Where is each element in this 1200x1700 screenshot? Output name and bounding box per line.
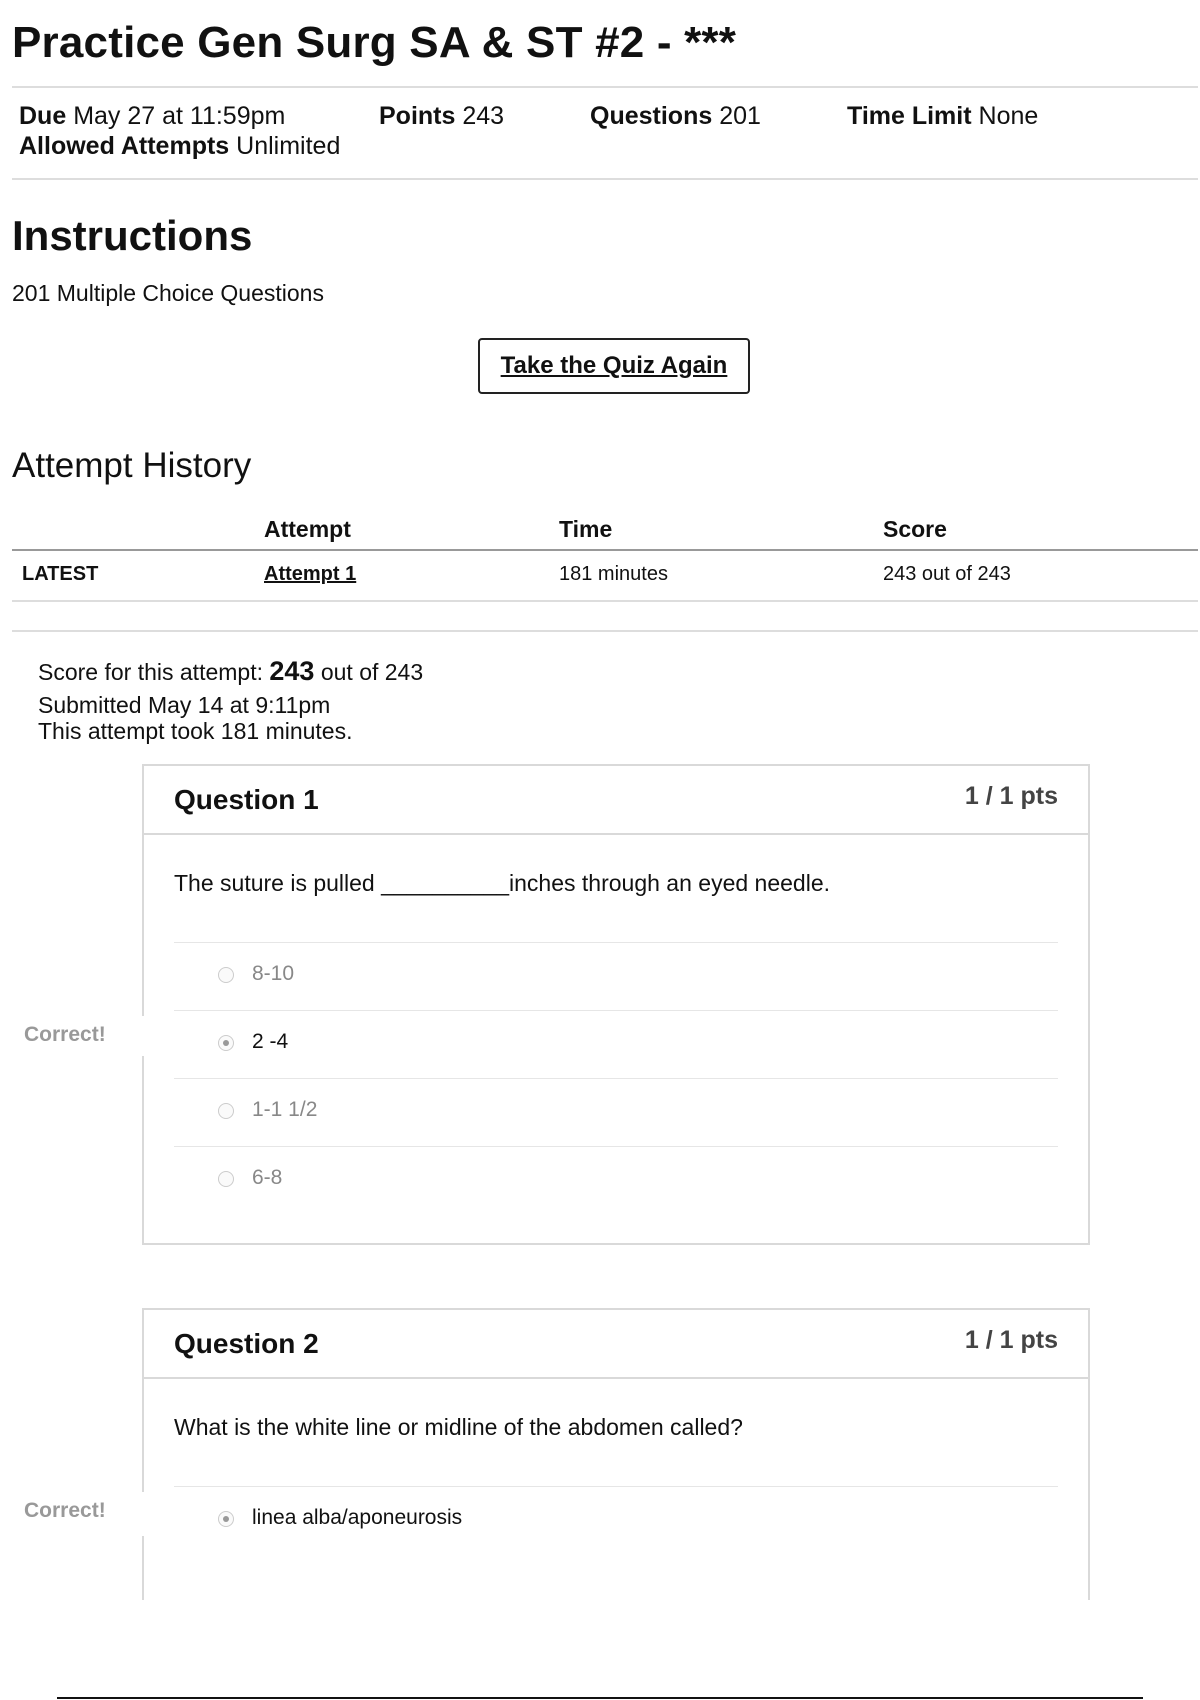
attempt-time: 181 minutes	[559, 563, 668, 585]
table-header-divider	[12, 549, 1198, 551]
latest-badge: LATEST	[22, 563, 99, 585]
radio-button[interactable]	[218, 967, 234, 983]
due-value: May 27 at 11:59pm	[73, 102, 286, 130]
attempt-history-heading: Attempt History	[12, 446, 252, 485]
question-text: What is the white line or midline of the abdomen called?	[174, 1414, 743, 1440]
answer-option[interactable]	[174, 942, 1058, 1011]
column-header-time: Time	[559, 516, 613, 542]
question-text: The suture is pulled __________inches through an eyed needle.	[174, 870, 830, 896]
attempt-1-link[interactable]: Attempt 1	[264, 563, 357, 585]
column-header-attempt: Attempt	[264, 516, 351, 542]
score-suffix: out of 243	[320, 659, 424, 685]
radio-button[interactable]	[218, 1171, 234, 1187]
time-limit-info	[847, 102, 1038, 131]
question-title: Question 1	[174, 784, 319, 815]
radio-button-checked[interactable]	[218, 1035, 234, 1051]
due-label: Due	[19, 102, 67, 130]
points-info	[379, 102, 504, 131]
quiz-title: Practice Gen Surg SA & ST #2 - ***	[12, 18, 737, 67]
question-points: 1 / 1 pts	[964, 1326, 1058, 1354]
answer-option-selected[interactable]	[174, 1010, 1058, 1079]
attempt-score: 243 out of 243	[883, 563, 1011, 585]
column-header-score: Score	[883, 516, 947, 542]
take-quiz-again-button[interactable]: Take the Quiz Again	[478, 338, 750, 394]
divider	[12, 630, 1198, 632]
time-limit-value: None	[978, 102, 1039, 130]
answer-label: 1-1 1/2	[252, 1098, 318, 1121]
allowed-attempts-info	[19, 132, 340, 161]
answer-label: 6-8	[252, 1166, 283, 1189]
question-header	[144, 766, 1088, 835]
instructions-heading: Instructions	[12, 212, 253, 259]
question-header	[144, 1310, 1088, 1379]
feedback-notch	[140, 1492, 144, 1536]
submitted-time: Submitted May 14 at 9:11pm	[38, 692, 331, 718]
time-limit-label: Time Limit	[847, 102, 972, 130]
score-prefix: Score for this attempt:	[38, 659, 263, 685]
questions-info	[590, 102, 761, 131]
points-label: Points	[379, 102, 456, 130]
correct-feedback: Correct!	[24, 1023, 106, 1046]
correct-feedback: Correct!	[24, 1499, 106, 1522]
answer-label: 8-10	[252, 962, 295, 985]
divider	[12, 178, 1198, 180]
radio-button[interactable]	[218, 1103, 234, 1119]
attempt-duration: This attempt took 181 minutes.	[38, 718, 353, 744]
answer-option[interactable]	[174, 1146, 1058, 1215]
answer-label: linea alba/aponeurosis	[252, 1506, 463, 1529]
score-summary	[38, 656, 423, 687]
question-points: 1 / 1 pts	[964, 782, 1058, 810]
due-date	[19, 102, 285, 131]
answer-option-selected[interactable]	[174, 1486, 1058, 1555]
answer-option[interactable]	[174, 1078, 1058, 1147]
points-value: 243	[462, 102, 505, 130]
questions-value: 201	[719, 102, 761, 130]
attempts-label: Allowed Attempts	[19, 132, 230, 160]
question-card-1	[142, 764, 1090, 1245]
page-footer-rule	[57, 1697, 1143, 1699]
divider	[12, 86, 1198, 88]
instructions-text: 201 Multiple Choice Questions	[12, 280, 324, 306]
questions-label: Questions	[590, 102, 713, 130]
feedback-notch	[140, 1016, 144, 1056]
score-value: 243	[269, 656, 315, 686]
answer-label: 2 -4	[252, 1030, 289, 1053]
question-title: Question 2	[174, 1328, 319, 1359]
divider	[12, 600, 1198, 602]
radio-button-checked[interactable]	[218, 1511, 234, 1527]
page-bottom-margin	[140, 1600, 1092, 1700]
attempts-value: Unlimited	[236, 132, 341, 160]
